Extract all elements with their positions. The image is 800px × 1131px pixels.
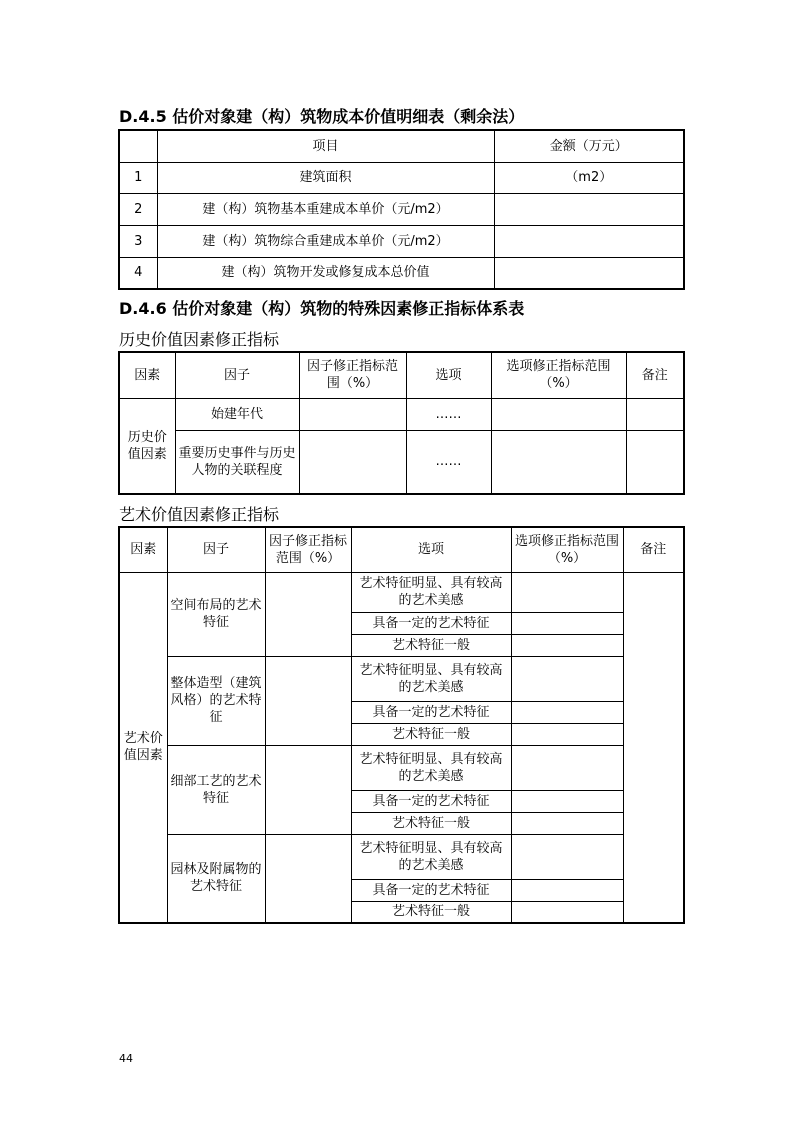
factor-range-cell <box>299 430 406 494</box>
factor-name: 始建年代 <box>175 398 299 430</box>
option-range-cell <box>491 430 626 494</box>
header-option: 选项 <box>406 352 491 398</box>
header-item: 项目 <box>157 130 494 162</box>
header-factor: 因子 <box>167 527 265 572</box>
option-cell: 艺术特征明显、具有较高的艺术美感 <box>351 745 511 790</box>
factor-name: 园林及附属物的艺术特征 <box>167 834 265 923</box>
option-range-cell <box>511 834 623 879</box>
table-row <box>119 745 684 790</box>
option-range-cell <box>511 572 623 612</box>
header-note: 备注 <box>626 352 684 398</box>
table-row <box>119 834 684 879</box>
factor-range-cell <box>265 656 351 745</box>
factor-range-cell <box>265 834 351 923</box>
option-range-cell <box>511 901 623 923</box>
factor-group-cell: 艺术价值因素 <box>119 572 167 923</box>
row-amount <box>494 225 684 257</box>
factor-name: 空间布局的艺术特征 <box>167 572 265 656</box>
history-title: 历史价值因素修正指标 <box>119 330 280 349</box>
history-factor-table <box>118 351 685 495</box>
header-factor-group: 因素 <box>119 527 167 572</box>
factor-name: 重要历史事件与历史人物的关联程度 <box>175 430 299 494</box>
option-cell: 艺术特征明显、具有较高的艺术美感 <box>351 656 511 701</box>
option-cell: 艺术特征一般 <box>351 812 511 834</box>
option-cell: 艺术特征一般 <box>351 634 511 656</box>
row-item: 建筑面积 <box>157 162 494 193</box>
option-cell: 艺术特征一般 <box>351 901 511 923</box>
option-cell: 具备一定的艺术特征 <box>351 612 511 634</box>
header-factor-group: 因素 <box>119 352 175 398</box>
option-range-cell <box>511 612 623 634</box>
option-cell: 艺术特征明显、具有较高的艺术美感 <box>351 572 511 612</box>
note-cell <box>626 430 684 494</box>
table-row <box>119 398 684 430</box>
option-range-cell <box>511 745 623 790</box>
header-option: 选项 <box>351 527 511 572</box>
art-title: 艺术价值因素修正指标 <box>119 505 280 524</box>
cost-detail-table <box>118 129 685 290</box>
option-cell: 具备一定的艺术特征 <box>351 790 511 812</box>
option-cell: 艺术特征一般 <box>351 723 511 745</box>
header-amount: 金额（万元） <box>494 130 684 162</box>
note-cell <box>626 398 684 430</box>
factor-range-cell <box>265 572 351 656</box>
row-amount: （m2） <box>494 162 684 193</box>
row-number: 2 <box>119 193 157 225</box>
note-cell <box>623 572 684 923</box>
row-number: 3 <box>119 225 157 257</box>
header-no <box>119 130 157 162</box>
option-range-cell <box>511 723 623 745</box>
page-number: 44 <box>119 1052 133 1065</box>
factor-group-cell: 历史价值因素 <box>119 398 175 494</box>
table-row <box>119 225 684 257</box>
header-option-range: 选项修正指标范围（%） <box>491 352 626 398</box>
table-row <box>119 162 684 193</box>
option-cell: 具备一定的艺术特征 <box>351 701 511 723</box>
factor-name: 整体造型（建筑风格）的艺术特征 <box>167 656 265 745</box>
header-option-range: 选项修正指标范围（%） <box>511 527 623 572</box>
option-cell: …… <box>406 398 491 430</box>
option-cell: 艺术特征明显、具有较高的艺术美感 <box>351 834 511 879</box>
row-item: 建（构）筑物基本重建成本单价（元/m2） <box>157 193 494 225</box>
table-row <box>119 572 684 612</box>
header-factor-range: 因子修正指标范围（%） <box>265 527 351 572</box>
option-range-cell <box>511 634 623 656</box>
table-row <box>119 430 684 494</box>
row-item: 建（构）筑物综合重建成本单价（元/m2） <box>157 225 494 257</box>
option-range-cell <box>491 398 626 430</box>
factor-range-cell <box>265 745 351 834</box>
option-range-cell <box>511 879 623 901</box>
header-factor: 因子 <box>175 352 299 398</box>
option-range-cell <box>511 701 623 723</box>
row-item: 建（构）筑物开发或修复成本总价值 <box>157 257 494 289</box>
row-amount <box>494 193 684 225</box>
option-range-cell <box>511 656 623 701</box>
factor-range-cell <box>299 398 406 430</box>
header-note: 备注 <box>623 527 684 572</box>
section-d45-title: D.4.5 估价对象建（构）筑物成本价值明细表（剩余法） <box>119 107 525 126</box>
option-cell: …… <box>406 430 491 494</box>
art-factor-table <box>118 526 685 924</box>
option-range-cell <box>511 790 623 812</box>
table-row <box>119 656 684 701</box>
section-d46-title: D.4.6 估价对象建（构）筑物的特殊因素修正指标体系表 <box>119 299 525 318</box>
table-row <box>119 257 684 289</box>
row-number: 4 <box>119 257 157 289</box>
row-amount <box>494 257 684 289</box>
row-number: 1 <box>119 162 157 193</box>
table-row <box>119 193 684 225</box>
option-cell: 具备一定的艺术特征 <box>351 879 511 901</box>
header-factor-range: 因子修正指标范围（%） <box>299 352 406 398</box>
option-range-cell <box>511 812 623 834</box>
factor-name: 细部工艺的艺术特征 <box>167 745 265 834</box>
